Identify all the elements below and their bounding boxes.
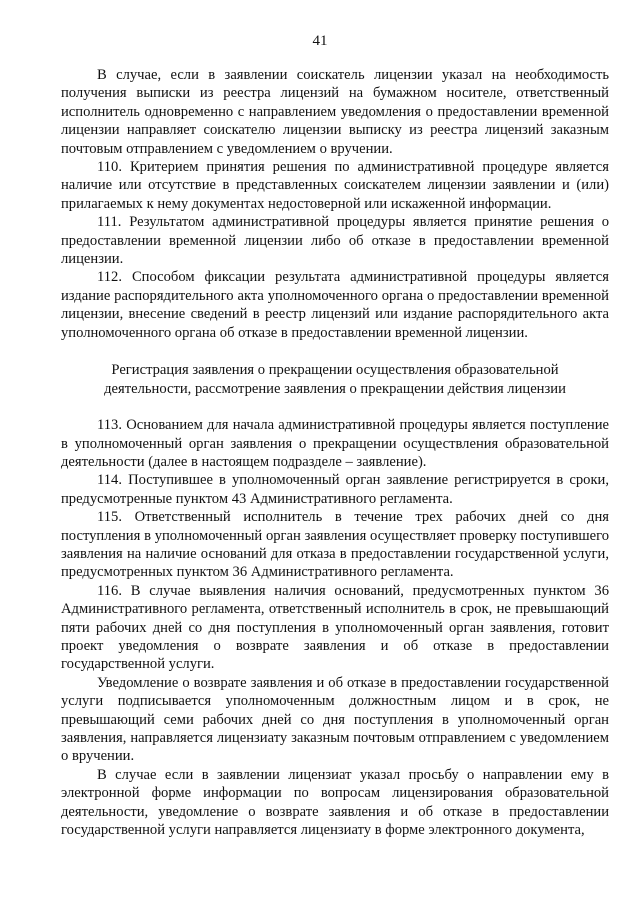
paragraph-111: 111. Результатом административной процедуры является принятие решения о предоставлении временной лицензии либо об отказе в предоставлении временной лицензии. — [61, 214, 609, 268]
paragraph-113: 113. Основанием для начала административной процедуры является поступление в уполномоченный орган заявления о прекращении осуществления образовательной деятельности (далее в настоящем подразделе – заявление). — [61, 417, 609, 470]
paragraph-electronic-form: В случае если в заявлении лицензиат указал просьбу о направлении ему в электронной форме информации по вопросам лицензирования образовательной деятельности, уведомление о возврате заявления и об отказе в предоставлении государственной услуги направляется лицензиату в форме электронного документа, — [61, 766, 609, 839]
paragraph-116: 116. В случае выявления наличия оснований, предусмотренных пунктом 36 Административного регламента, ответственный исполнитель в срок, не превышающий пяти рабочих дней со дня поступления в уполномоченный орган заявления, готовит проект уведомления о возврате заявления и об отказе в предоставлении государственной услуги. — [61, 582, 609, 673]
section-heading: Регистрация заявления о прекращении осуществления образовательной деятельности, рассмотрение заявления о прекращении действия лицензии — [104, 362, 566, 398]
paragraph-115: 115. Ответственный исполнитель в течение трех рабочих дней со дня поступления в уполномоченный орган заявления осуществляет проверку поступившего заявления на наличие оснований для отказа в предоставлении государственной услуги, предусмотренных пунктом 36 Административного регламента. — [61, 509, 609, 581]
paragraph-notification-signing: Уведомление о возврате заявления и об отказе в предоставлении государственной услуги подписывается уполномоченным должностным лицом и в срок, не превышающий семи рабочих дней со дня поступления в уполномоченный орган заявления, направляется лицензиату заказным почтовым отправлением с уведомлением о вручении. — [61, 674, 609, 765]
paragraph-112: 112. Способом фиксации результата административной процедуры является издание распорядительного акта уполномоченного органа о предоставлении временной лицензии, внесение сведений в реестр лицензий или издание распорядительного акта уполномоченного органа об отказе в предоставлении временной лицензии. — [61, 269, 609, 341]
paragraph-114: 114. Поступившее в уполномоченный орган заявление регистрируется в сроки, предусмотренные пунктом 43 Административного регламента. — [61, 472, 609, 507]
paragraph-110: 110. Критерием принятия решения по административной процедуре является наличие или отсутствие в представленных соискателем лицензии заявлении и (или) прилагаемых к нему документах недостоверной или искаженной информации. — [61, 159, 609, 212]
page-content — [61, 66, 609, 839]
page-number: 41 — [312, 33, 328, 49]
paragraph-extract-paper: В случае, если в заявлении соискатель лицензии указал на необходимость получения выписки из реестра лицензий на бумажном носителе, ответственный исполнитель одновременно с направлением уведомления о предоставлении временной лицензии направляет соискателю лицензии выписку из реестра лицензий заказным почтовым отправлением с уведомлением о вручении. — [61, 67, 609, 157]
